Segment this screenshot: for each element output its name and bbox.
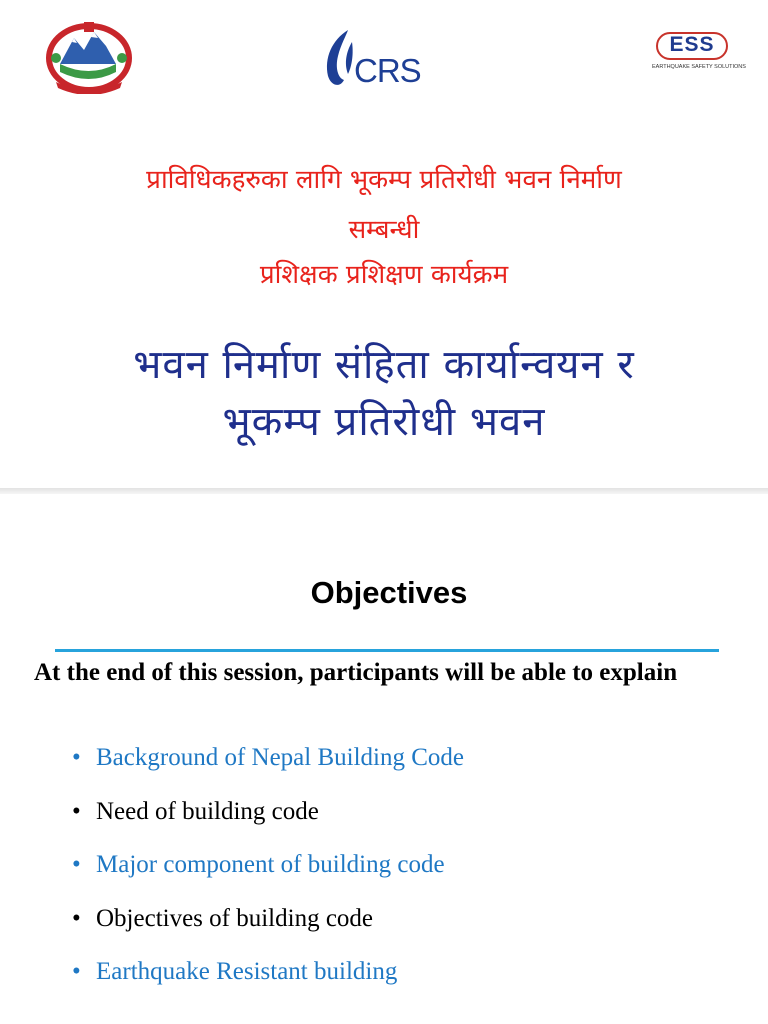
blue-title-line-1: भवन निर्माण संहिता कार्यान्वयन र bbox=[133, 342, 635, 388]
crs-logo-text: CRS bbox=[354, 52, 421, 89]
ess-logo-text: ESS bbox=[669, 33, 715, 56]
bullet-dot-icon: • bbox=[72, 797, 81, 825]
ess-logo-subtitle: EARTHQUAKE SAFETY SOLUTIONS bbox=[652, 64, 746, 70]
crs-flame-icon bbox=[318, 28, 358, 90]
bullet-item bbox=[72, 956, 464, 1010]
bullet-dot-icon: • bbox=[72, 958, 81, 985]
objectives-list bbox=[72, 742, 464, 1010]
crs-logo bbox=[318, 26, 438, 96]
ess-logo bbox=[652, 30, 746, 80]
bullet-dot-icon: • bbox=[72, 744, 81, 771]
bullet-text: Objectives of building code bbox=[96, 904, 374, 932]
bullet-dot-icon: • bbox=[72, 851, 81, 878]
bullet-item bbox=[72, 849, 464, 903]
bullet-item bbox=[72, 903, 464, 957]
red-title-line-1: प्राविधिकहरुका लागि भूकम्प प्रतिरोधी भवन निर्माण bbox=[146, 165, 622, 195]
bullet-text: Major component of building code bbox=[96, 851, 445, 878]
blue-title-line-2: भूकम्प प्रतिरोधी भवन bbox=[222, 399, 546, 445]
nepal-government-emblem-icon bbox=[42, 16, 136, 94]
bullet-item bbox=[72, 742, 464, 796]
title-underline bbox=[55, 649, 719, 652]
slide-title: Objectives bbox=[310, 575, 468, 610]
intro-text: At the end of this session, participants will be able to explain bbox=[34, 659, 678, 686]
bullet-text: Earthquake Resistant building bbox=[96, 958, 398, 985]
bullet-item bbox=[72, 796, 464, 850]
title-slide bbox=[0, 0, 768, 488]
red-title-line-3: प्रशिक्षक प्रशिक्षण कार्यक्रम bbox=[259, 260, 509, 290]
red-title-line-2: सम्बन्धी bbox=[348, 215, 420, 245]
bullet-dot-icon: • bbox=[72, 904, 81, 932]
bullet-text: Background of Nepal Building Code bbox=[96, 744, 464, 771]
objectives-slide bbox=[0, 494, 768, 1024]
bullet-text: Need of building code bbox=[96, 797, 319, 825]
